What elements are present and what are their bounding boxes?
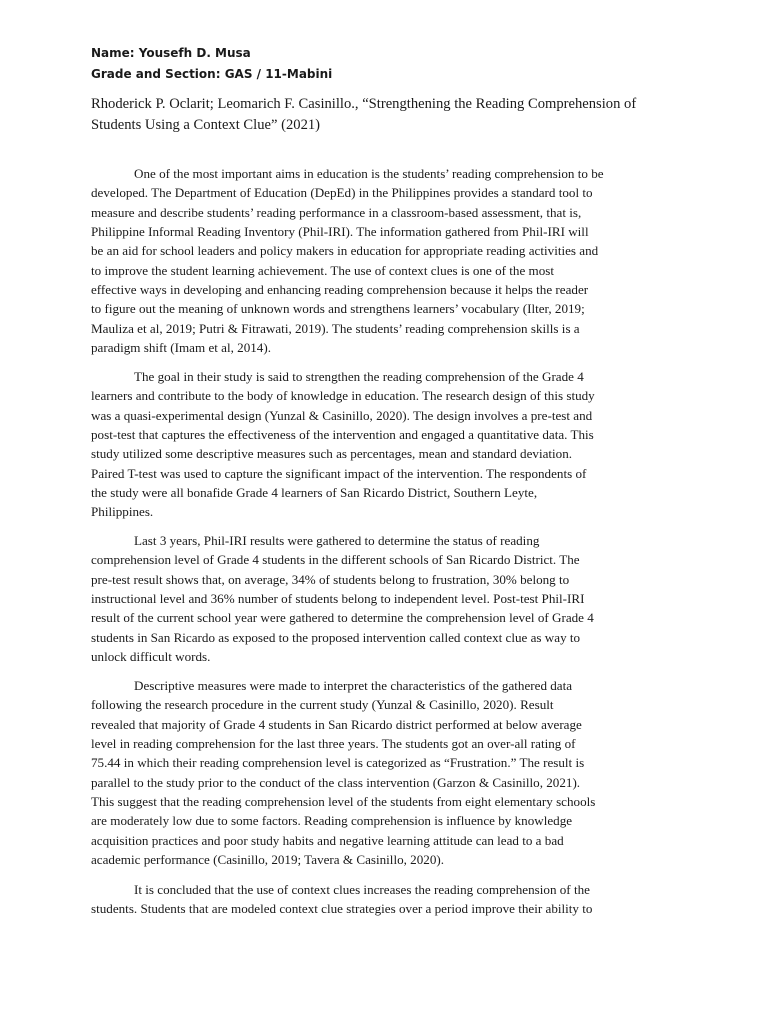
paragraph-line: paradigm shift (Imam et al, 2014). [91,340,271,356]
student-name: Name: Yousefh D. Musa [91,46,251,60]
paragraph-line: to improve the student learning achievement. The use of context clues is one of the most [91,262,555,278]
paragraph-line: students. Students that are modeled context clue strategies over a period improve their ability to [91,901,593,917]
paragraph-line: 75.44 in which their reading comprehension level is categorized as “Frustration.” The result is [91,755,585,771]
paragraph-line: students in San Ricardo as exposed to the proposed intervention called context clue as way to [91,629,581,645]
paragraph-line: revealed that majority of Grade 4 students in San Ricardo district performed at below average [91,716,582,732]
paragraph-line: post-test that captures the effectiveness of the intervention and engaged a quantitative data. This [91,427,594,443]
paragraph-line: This suggest that the reading comprehension level of the students from eight elementary schools [91,794,596,810]
body-paragraph [91,880,679,919]
paragraph-line: effective ways in developing and enhancing reading comprehension because it helps the reader [91,282,589,298]
paragraph-line: Last 3 years, Phil-IRI results were gathered to determine the status of reading [134,533,540,548]
paragraph-line: instructional level and 36% number of students belong to independent level. Post-test Phil-IRI [91,591,585,607]
citation-line: Students Using a Context Clue” (2021) [91,116,321,133]
body-paragraph [91,531,679,666]
citation-line: Rhoderick P. Oclarit; Leomarich F. Casinillo., “Strengthening the Reading Comprehension of [91,96,637,112]
paragraph-line: the study were all bonafide Grade 4 learners of San Ricardo District, Southern Leyte, [91,485,538,501]
body-paragraph [91,367,679,522]
paragraph-line: be an aid for school leaders and policy makers in education for appropriate reading activities and [91,243,599,259]
paragraph-line: Mauliza et al, 2019; Putri & Fitrawati, 2019). The students’ reading comprehension skills is a [91,320,580,336]
paragraph-line: academic performance (Casinillo, 2019; Tavera & Casinillo, 2020). [91,852,444,868]
paragraph-line: study utilized some descriptive measures such as percentages, mean and standard deviation. [91,446,573,462]
paragraph-line: One of the most important aims in education is the students’ reading comprehension to be [134,166,604,181]
paragraph-line: learners and contribute to the body of knowledge in education. The research design of this study [91,388,595,404]
paragraph-line: to figure out the meaning of unknown words and strengthens learners’ vocabulary (Ilter, 2019; [91,301,585,317]
paragraph-line: Paired T-test was used to capture the significant impact of the intervention. The respondents of [91,465,587,481]
paragraph-line: developed. The Department of Education (DepEd) in the Philippines provides a standard tool to [91,185,593,201]
body-paragraph [91,676,679,869]
paragraph-line: comprehension level of Grade 4 students in the different schools of San Ricardo District. The [91,552,580,568]
paragraph-line: The goal in their study is said to strengthen the reading comprehension of the Grade 4 [134,369,584,384]
paragraph-line: parallel to the study prior to the conduct of the class intervention (Garzon & Casinillo, 2021). [91,774,581,790]
paragraph-line: pre-test result shows that, on average, 34% of students belong to frustration, 30% belong to [91,571,570,587]
body-paragraph [91,164,679,357]
paragraph-line: Philippine Informal Reading Inventory (Phil-IRI). The information gathered from Phil-IRI will [91,224,589,240]
paragraph-line: It is concluded that the use of context clues increases the reading comprehension of the [134,882,590,897]
paragraph-line: Philippines. [91,504,154,520]
paragraph-line: are moderately low due to some factors. Reading comprehension is influence by knowledge [91,813,573,829]
paragraph-line: result of the current school year were gathered to determine the comprehension level of Grade 4 [91,610,594,626]
paragraph-line: was a quasi-experimental design (Yunzal & Casinillo, 2020). The design involves a pre-test and [91,407,593,423]
paragraph-line: acquisition practices and poor study habits and negative learning attitude can lead to a bad [91,832,564,848]
citation [91,94,691,135]
paragraph-line: following the research procedure in the current study (Yunzal & Casinillo, 2020). Result [91,697,554,713]
paragraph-line: measure and describe students’ reading performance in a classroom-based assessment, that is, [91,204,582,220]
paragraph-line: unlock difficult words. [91,649,211,665]
grade-and-section: Grade and Section: GAS / 11-Mabini [91,67,333,81]
paragraph-line: level in reading comprehension for the last three years. The students got an over-all rating of [91,736,576,752]
paragraph-line: Descriptive measures were made to interpret the characteristics of the gathered data [134,678,573,693]
